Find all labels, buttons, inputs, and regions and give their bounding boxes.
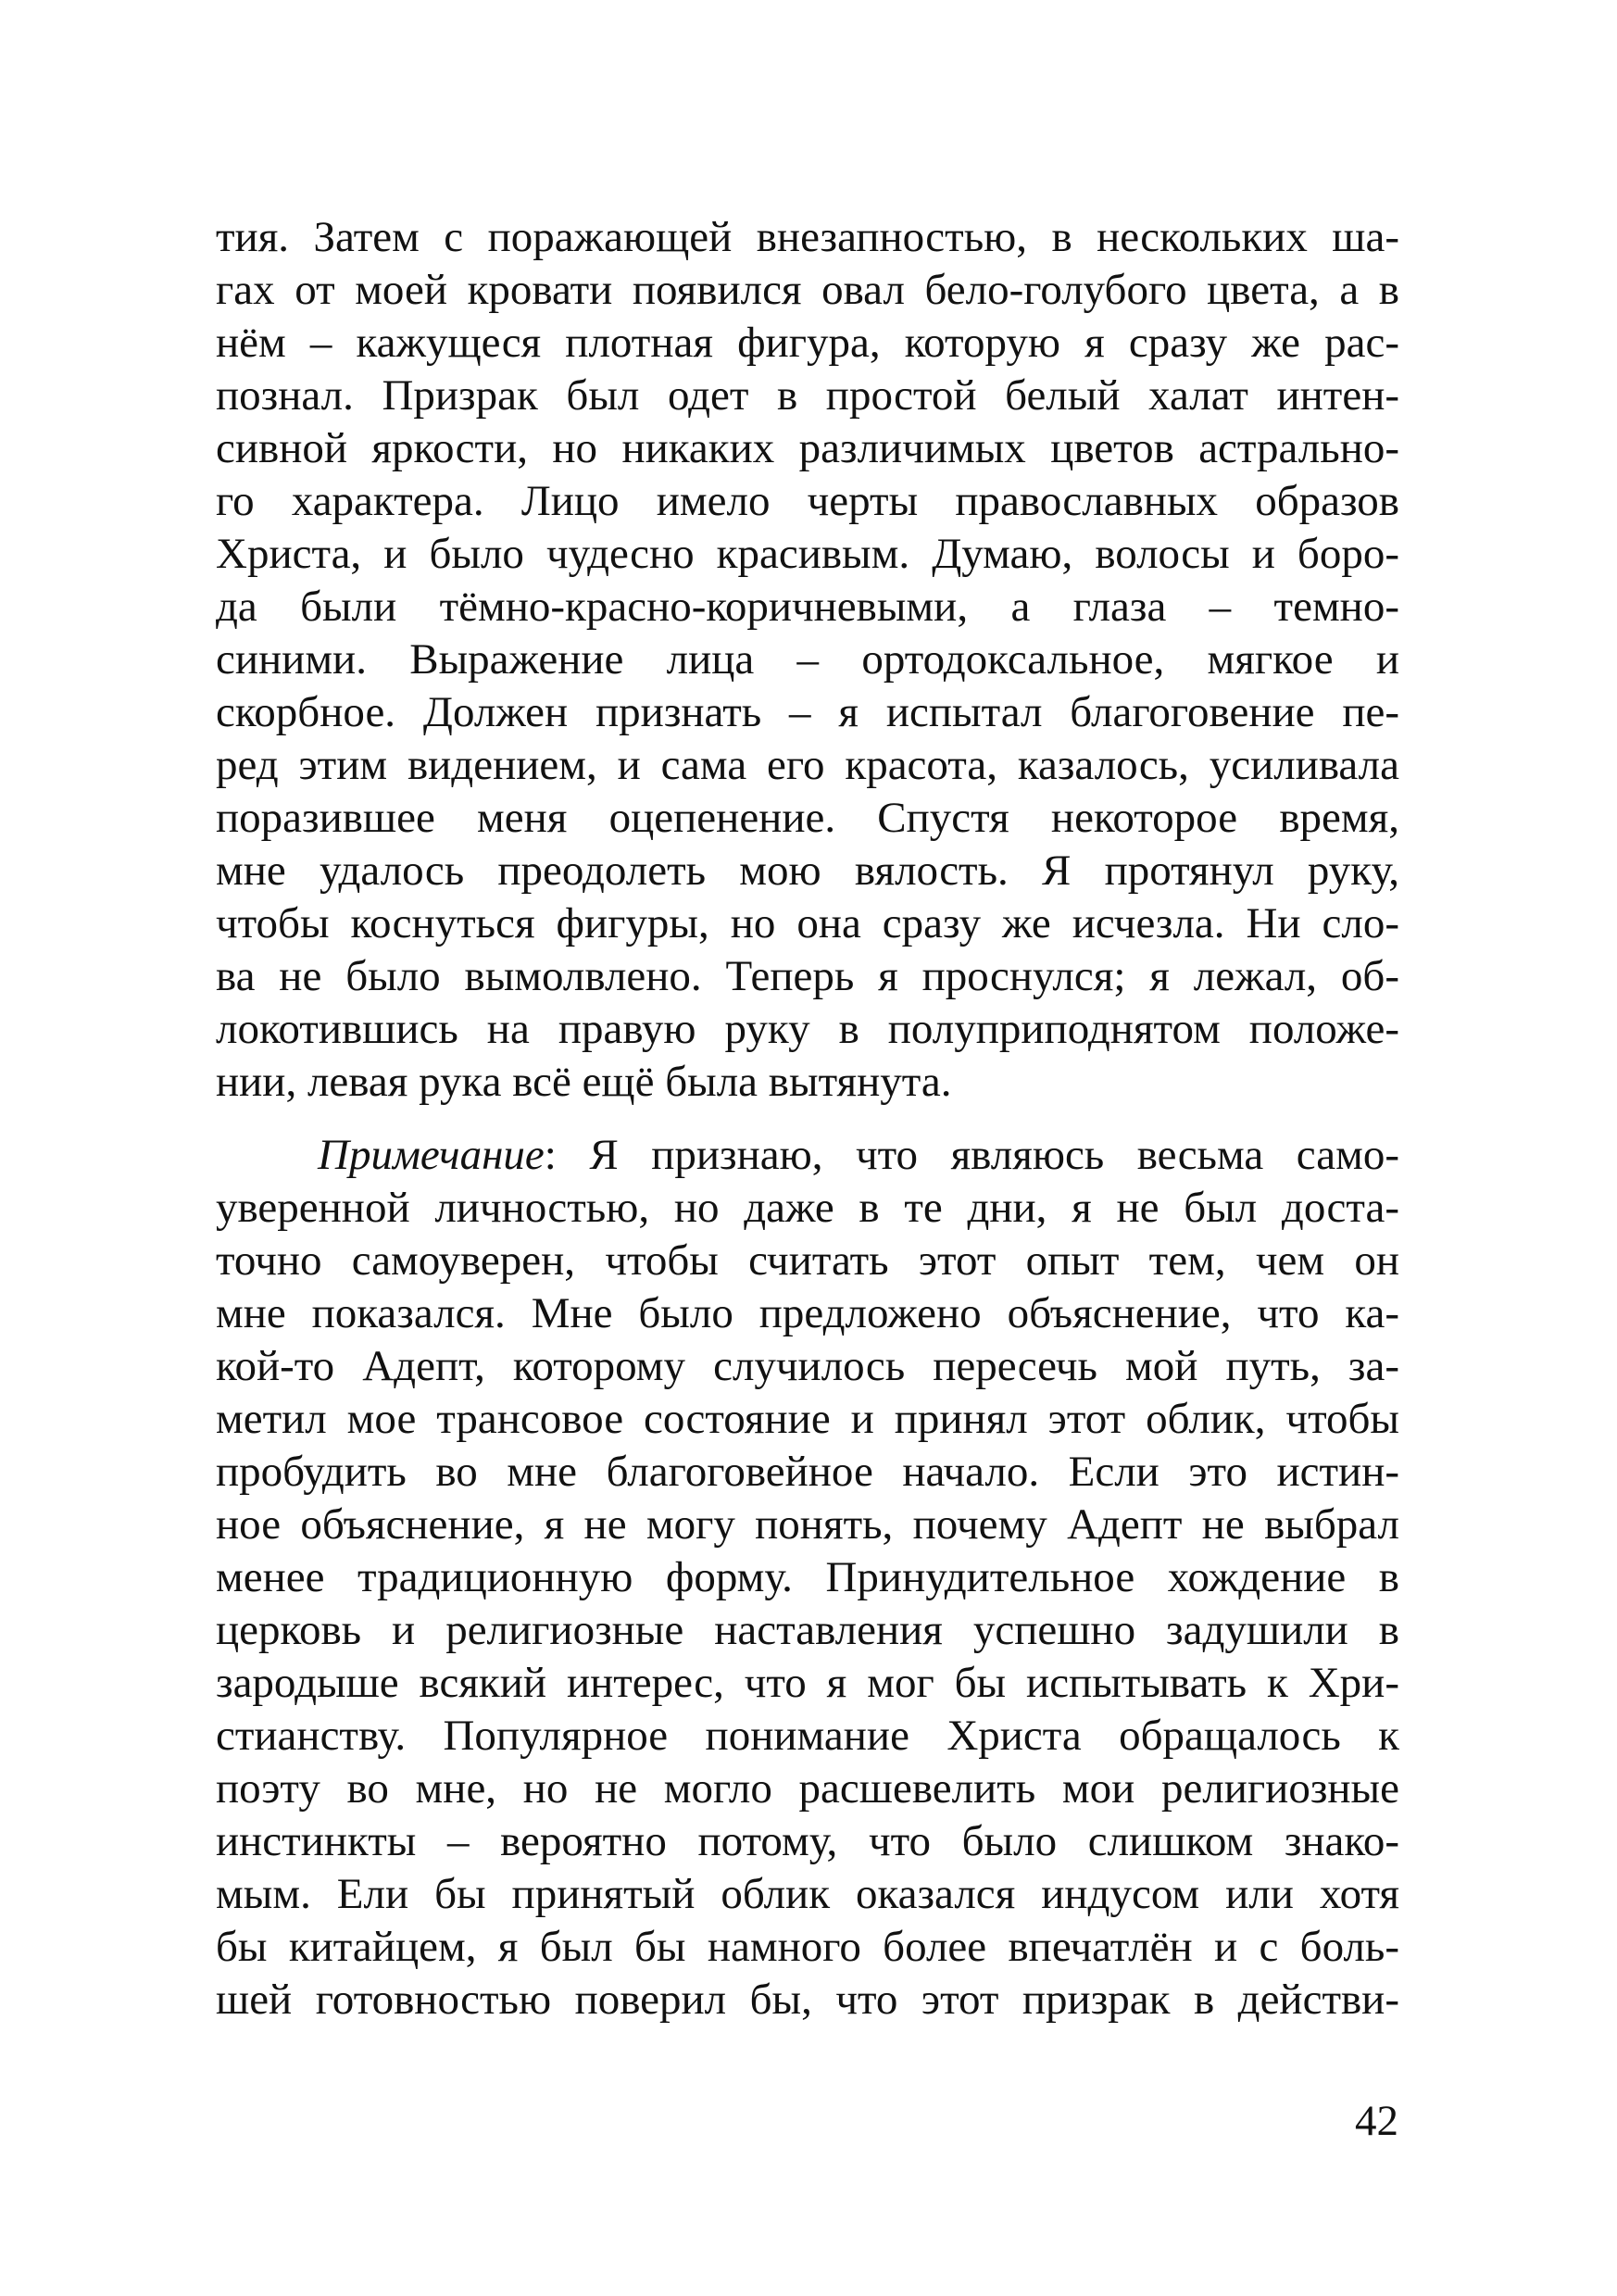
paragraph-vision (216, 211, 1399, 1109)
text-line: ва не было вымолвлено. Теперь я проснулся; я лежал, об- (216, 952, 1399, 1000)
text-line: синими. Выражение лица – ортодоксальное, мягкое и (216, 635, 1399, 684)
text-line: поэту во мне, но не могло расшевелить мои религиозные (216, 1764, 1399, 1813)
page-number: 42 (1355, 2097, 1398, 2145)
text-line: поразившее меня оцепенение. Спустя некоторое время, (216, 794, 1399, 842)
text-line: Христа, и было чудесно красивым. Думаю, волосы и боро- (216, 530, 1399, 578)
text-line: мне удалось преодолеть мою вялость. Я протянул руку, (216, 847, 1399, 895)
text-line: церковь и религиозные наставления успешно задушили в (216, 1606, 1399, 1654)
text-line: тия. Затем с поражающей внезапностью, в нескольких ша- (216, 213, 1399, 261)
text-line: сивной яркости, но никаких различимых цветов астрально- (216, 424, 1399, 472)
text-line: зародыше всякий интерес, что я мог бы испытывать к Хри- (216, 1659, 1399, 1707)
text-line: ред этим видением, и сама его красота, казалось, усиливала (216, 741, 1399, 789)
text-line: да были тёмно-красно-коричневыми, а глаза – темно- (216, 583, 1399, 631)
text-line: уверенной личностью, но даже в те дни, я не был доста- (216, 1184, 1399, 1232)
text-line: локотившись на правую руку в полуприподнятом положе- (216, 1005, 1399, 1053)
note-first-line-text: : Я признаю, что являюсь весьма само- (544, 1131, 1399, 1179)
paragraph-note (216, 1129, 1399, 2026)
note-label: Примечание (318, 1131, 545, 1179)
paragraph-gap (216, 1109, 1399, 1129)
note-first-line (216, 1129, 1399, 1182)
text-line: познал. Призрак был одет в простой белый халат интен- (216, 371, 1399, 420)
text-line: го характера. Лицо имело черты православных образов (216, 477, 1399, 525)
text-line: менее традиционную форму. Принудительное хождение в (216, 1553, 1399, 1601)
text-line: чтобы коснуться фигуры, но она сразу же исчезла. Ни сло- (216, 899, 1399, 947)
text-line: нём – кажущеся плотная фигура, которую я сразу же рас- (216, 319, 1399, 367)
text-line: метил мое трансовое состояние и принял этот облик, чтобы (216, 1395, 1399, 1443)
text-line: мне показался. Мне было предложено объяснение, что ка- (216, 1289, 1399, 1337)
text-line: пробудить во мне благоговейное начало. Если это истин- (216, 1448, 1399, 1496)
text-line: стианству. Популярное понимание Христа обращалось к (216, 1712, 1399, 1760)
text-line: гах от моей кровати появился овал бело-голубого цвета, а в (216, 266, 1399, 314)
text-line: инстинкты – вероятно потому, что было слишком знако- (216, 1817, 1399, 1865)
text-line: мым. Ели бы принятый облик оказался индусом или хотя (216, 1870, 1399, 1918)
text-line: точно самоуверен, чтобы считать этот опыт тем, чем он (216, 1236, 1399, 1285)
body-text (216, 211, 1399, 2026)
text-line: шей готовностью поверил бы, что этот призрак в действи- (216, 1976, 1399, 2024)
text-line: кой-то Адепт, которому случилось пересечь мой путь, за- (216, 1342, 1399, 1390)
text-line: нии, левая рука всё ещё была вытянута. (216, 1058, 952, 1106)
text-line: ное объяснение, я не могу понять, почему Адепт не выбрал (216, 1500, 1399, 1549)
text-line: скорбное. Должен признать – я испытал благоговение пе- (216, 688, 1399, 736)
text-line: бы китайцем, я был бы намного более впечатлён и с боль- (216, 1923, 1399, 1971)
